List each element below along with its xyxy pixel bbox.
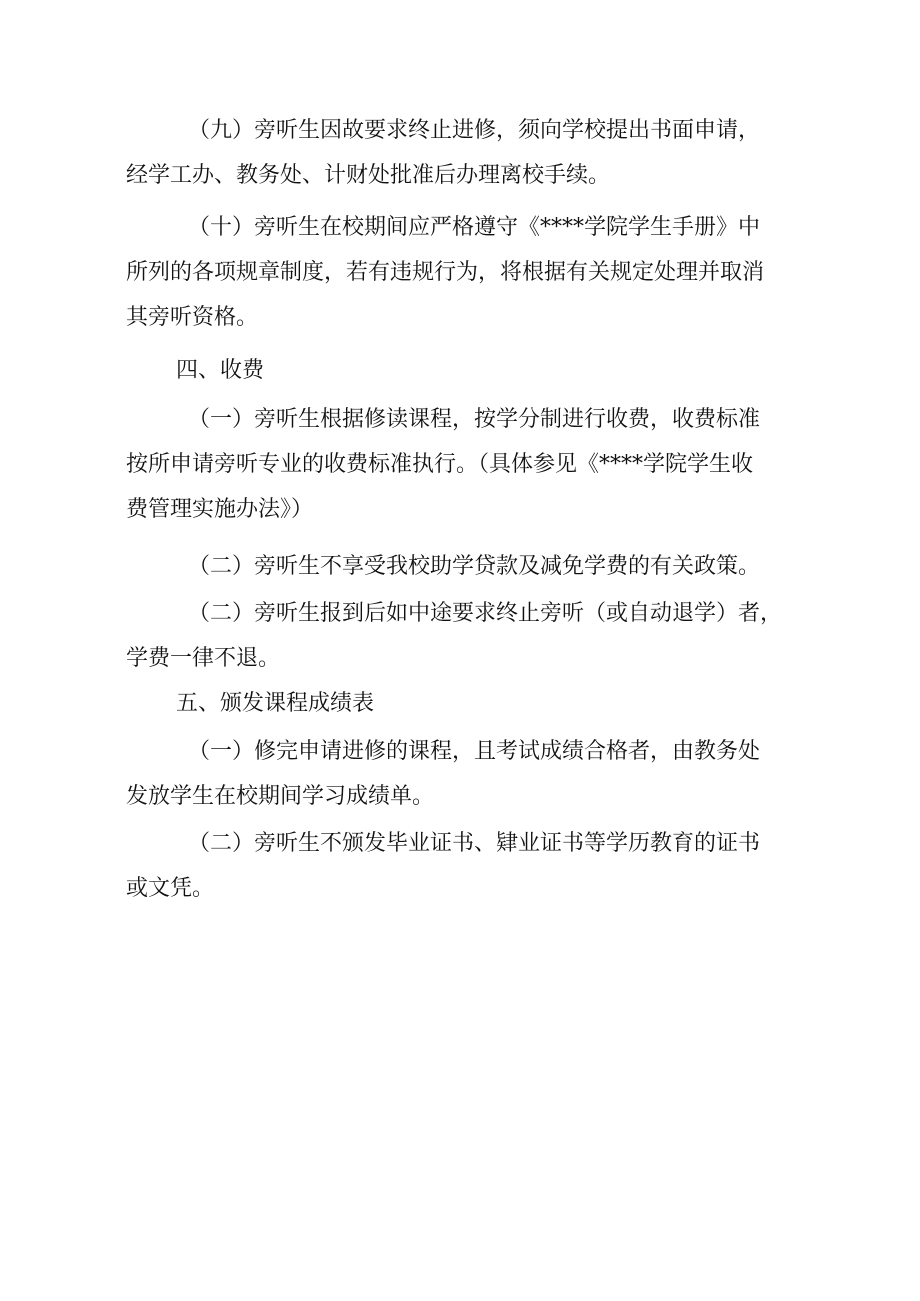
text-line: 按所申请旁听专业的收费标准执行。（具体参见《****学院学生收	[126, 452, 754, 477]
section-heading-transcript: 五、颁发课程成绩表	[176, 691, 375, 716]
paragraph-transcript-issue	[126, 729, 798, 819]
text-line: （二）旁听生不享受我校助学贷款及减免学费的有关政策。	[188, 554, 761, 579]
text-line: （一）旁听生根据修读课程，按学分制进行收费，收费标准	[188, 407, 761, 432]
text-line: 费管理实施办法》）	[126, 497, 314, 522]
text-line: 所列的各项规章制度，若有违规行为，将根据有关规定处理并取消	[126, 260, 765, 285]
text-line: （二）旁听生报到后如中途要求终止旁听（或自动退学）者，	[188, 601, 783, 626]
text-line: 经学工办、教务处、计财处批准后办理离校手续。	[126, 163, 611, 188]
text-line: （九）旁听生因故要求终止进修，须向学校提出书面申请，	[188, 118, 761, 143]
paragraph-no-diploma	[126, 821, 798, 911]
paragraph-10-rules	[126, 205, 798, 340]
paragraph-fee-standard	[126, 397, 798, 532]
paragraph-no-refund	[126, 591, 798, 681]
paragraph-no-loans	[126, 544, 798, 589]
text-line: 发放学生在校期间学习成绩单。	[126, 784, 435, 809]
text-line: 其旁听资格。	[126, 305, 259, 330]
text-line: （一）修完申请进修的课程，且考试成绩合格者，由教务处	[188, 739, 761, 764]
text-line: （十）旁听生在校期间应严格遵守《****学院学生手册》中	[188, 215, 761, 240]
text-line: 或文凭。	[126, 876, 215, 901]
text-line: （二）旁听生不颁发毕业证书、肄业证书等学历教育的证书	[188, 831, 761, 856]
section-heading-fees: 四、收费	[176, 358, 265, 383]
paragraph-9-leave-study	[126, 108, 798, 198]
text-line: 学费一律不退。	[126, 646, 281, 671]
